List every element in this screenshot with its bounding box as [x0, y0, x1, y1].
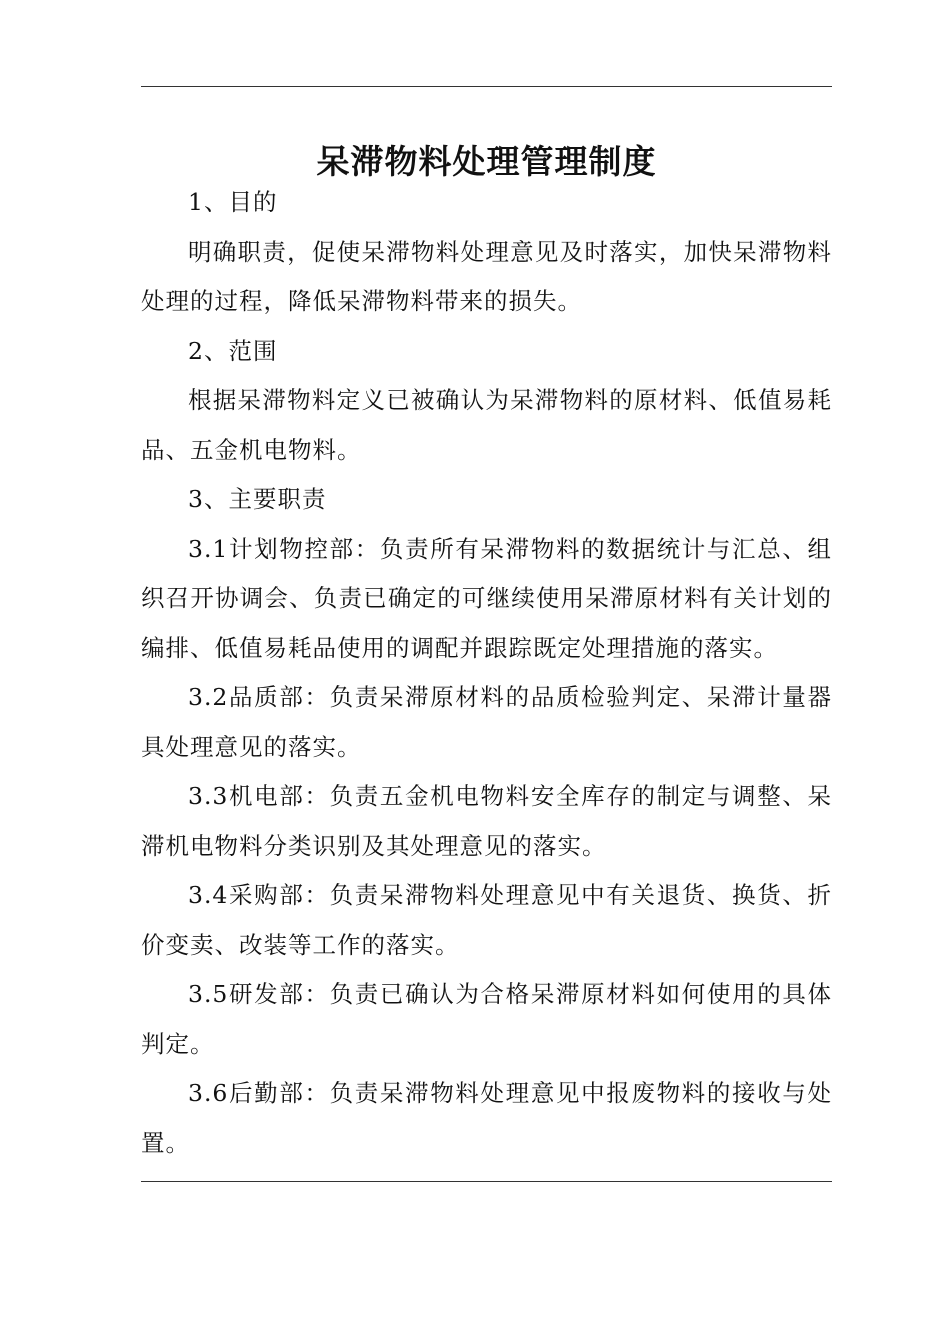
paragraph-rnd-dept: 3.5研发部：负责已确认为合格呆滞原材料如何使用的具体判定。	[141, 980, 832, 1058]
document-body	[141, 178, 832, 1168]
header-rule	[141, 86, 832, 87]
paragraph-mechanical-dept: 3.3机电部：负责五金机电物料安全库存的制定与调整、呆滞机电物料分类识别及其处理意见的落实。	[141, 782, 832, 860]
footer-rule	[141, 1181, 832, 1182]
paragraph-scope: 根据呆滞物料定义已被确认为呆滞物料的原材料、低值易耗品、五金机电物料。	[141, 386, 832, 464]
document-title: 呆滞物料处理管理制度	[316, 142, 657, 182]
section-heading-purpose: 1、目的	[188, 188, 278, 216]
paragraph-planning-dept: 3.1计划物控部：负责所有呆滞物料的数据统计与汇总、组织召开协调会、负责已确定的可继续使用呆滞原材料有关计划的编排、低值易耗品使用的调配并跟踪既定处理措施的落实。	[141, 534, 832, 662]
paragraph-purpose: 明确职责，促使呆滞物料处理意见及时落实，加快呆滞物料处理的过程，降低呆滞物料带来的损失。	[141, 237, 832, 315]
section-heading-scope: 2、范围	[188, 336, 278, 365]
paragraph-purchasing-dept: 3.4采购部：负责呆滞物料处理意见中有关退货、换货、折价变卖、改装等工作的落实。	[141, 881, 832, 959]
section-heading-responsibilities: 3、主要职责	[188, 485, 327, 513]
paragraph-quality-dept: 3.2品质部：负责呆滞原材料的品质检验判定、呆滞计量器具处理意见的落实。	[141, 683, 832, 761]
paragraph-logistics-dept: 3.6后勤部：负责呆滞物料处理意见中报废物料的接收与处置。	[141, 1079, 832, 1157]
